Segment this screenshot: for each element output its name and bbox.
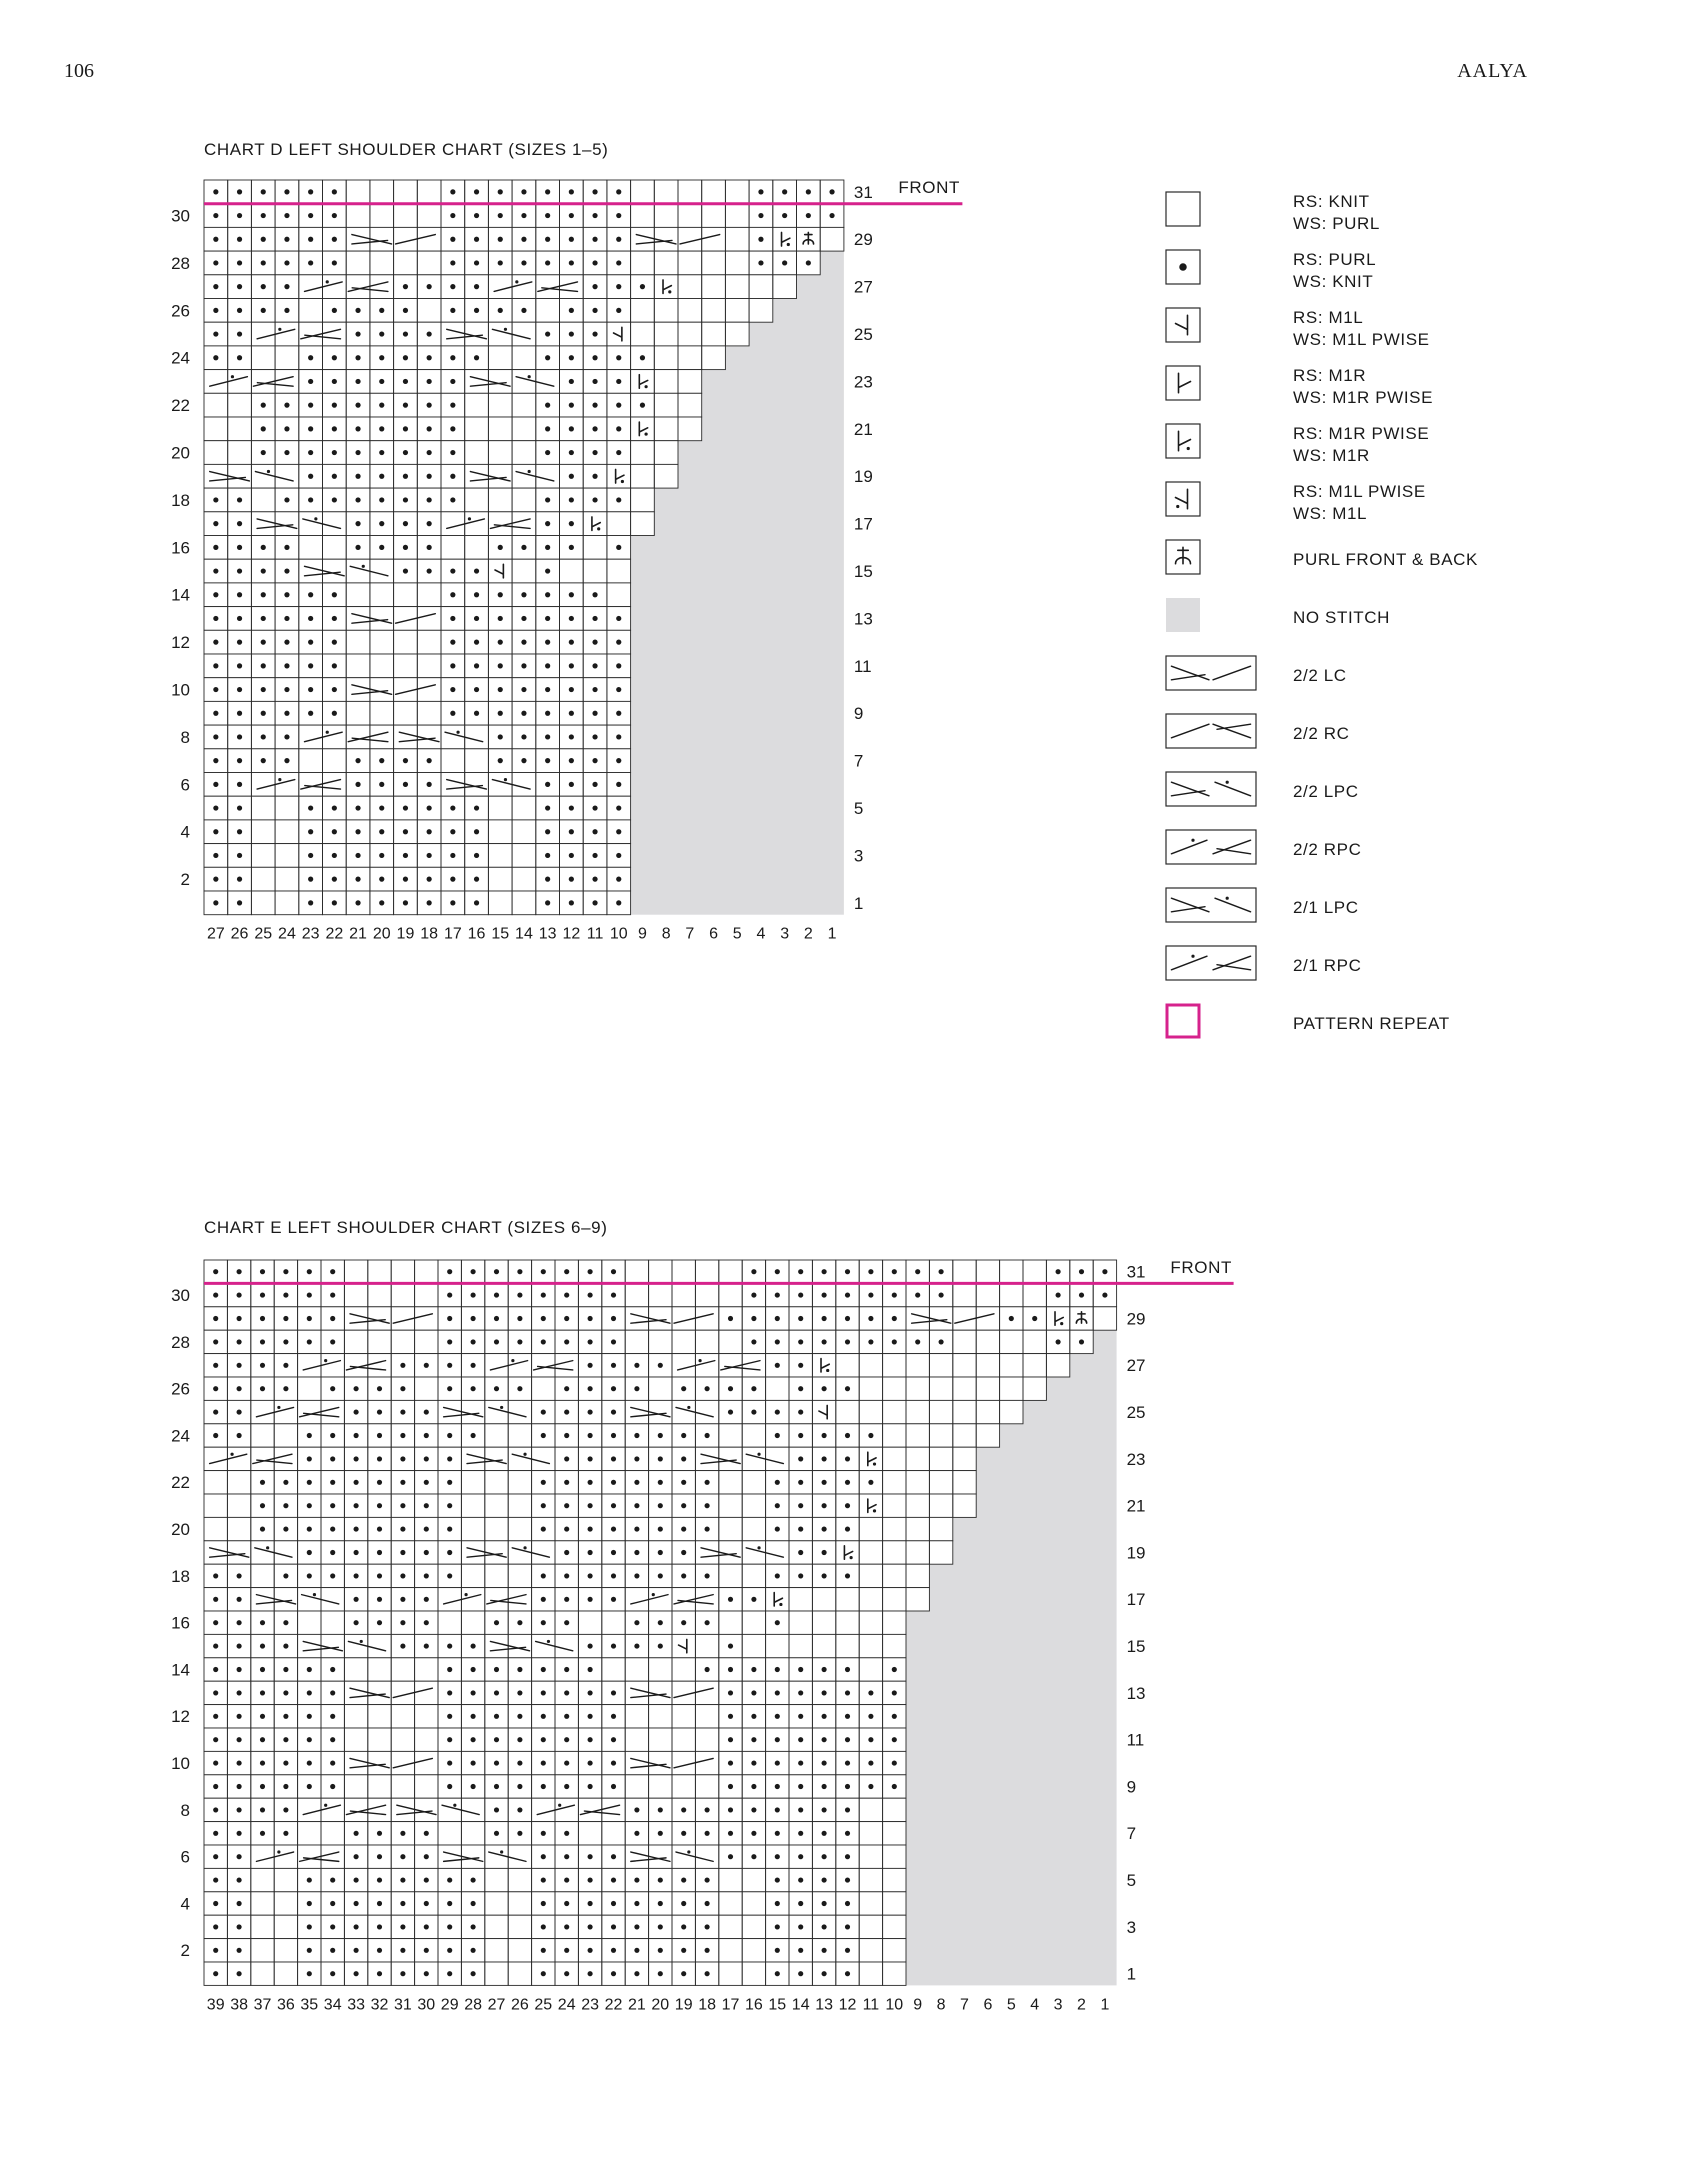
column-label: 26 — [230, 925, 249, 943]
column-label: 17 — [443, 925, 462, 943]
column-label: 13 — [815, 1996, 833, 2014]
row-label: 11 — [853, 656, 872, 676]
row-label: 1 — [853, 893, 864, 913]
row-label: 27 — [853, 277, 873, 297]
legend-label: 2/1 RPC — [1293, 956, 1362, 975]
row-label: 19 — [1126, 1543, 1146, 1563]
chart-row — [204, 1541, 953, 1564]
running-title: AALYA — [1457, 60, 1528, 82]
chart-row — [204, 1400, 1023, 1423]
chart-row — [204, 1705, 906, 1728]
row-label: 28 — [171, 253, 190, 273]
chart-row — [204, 1892, 906, 1915]
lc22-icon — [1165, 655, 1259, 693]
legend-item-rpc22 — [1165, 823, 1645, 881]
chart-row — [204, 583, 631, 607]
row-label: 12 — [171, 633, 190, 653]
column-label: 10 — [609, 925, 628, 943]
chart-row — [204, 607, 631, 631]
column-label: 14 — [515, 925, 533, 943]
chart-row — [204, 227, 844, 251]
chart-row — [204, 1307, 1117, 1330]
row-label: 29 — [1126, 1309, 1146, 1329]
chart-row — [204, 251, 820, 275]
row-label: 3 — [1126, 1917, 1137, 1937]
legend-label: RS: KNIT WS: PURL — [1293, 192, 1380, 233]
chart-row — [204, 891, 631, 915]
row-label: 18 — [171, 490, 190, 510]
row-label: 25 — [1126, 1402, 1146, 1422]
chart-row — [204, 725, 631, 749]
legend-item-lc22 — [1165, 649, 1645, 707]
row-label: 6 — [180, 1847, 190, 1867]
column-label: 35 — [300, 1996, 319, 2014]
legend-label: 2/1 LPC — [1293, 898, 1359, 917]
chart-row — [204, 1564, 929, 1587]
chart-row — [204, 1798, 906, 1821]
chart-row — [204, 1868, 906, 1891]
column-label: 39 — [206, 1996, 225, 2014]
row-label: 27 — [1126, 1356, 1146, 1376]
chart-row — [204, 346, 725, 370]
row-label: 28 — [171, 1332, 190, 1352]
row-label: 9 — [853, 704, 864, 724]
column-label: 7 — [685, 925, 695, 943]
chart-row — [204, 749, 631, 773]
chart-row — [204, 1424, 1000, 1447]
row-label: 17 — [853, 514, 873, 534]
chart-row — [204, 1751, 906, 1774]
column-label: 18 — [420, 925, 439, 943]
column-label: 31 — [394, 1996, 412, 2014]
row-label: 14 — [171, 585, 190, 605]
row-label: 15 — [1126, 1636, 1146, 1656]
row-label: 7 — [853, 751, 864, 771]
chart-row — [204, 512, 654, 536]
column-label: 22 — [604, 1996, 623, 2014]
chart-row — [204, 299, 773, 323]
legend-label: RS: M1L WS: M1L PWISE — [1293, 308, 1430, 349]
lpc22-icon — [1165, 771, 1259, 809]
row-label: 6 — [180, 775, 190, 795]
row-label: 2 — [180, 870, 190, 890]
row-label: 20 — [171, 443, 190, 463]
column-label: 23 — [581, 1996, 599, 2014]
column-label: 1 — [827, 925, 837, 943]
legend-label: NO STITCH — [1293, 608, 1391, 627]
row-background — [204, 275, 797, 299]
column-label: 3 — [780, 925, 790, 943]
chart-row — [204, 1471, 976, 1494]
pattern-repeat-icon — [1165, 1003, 1203, 1041]
row-label: 8 — [180, 1800, 190, 1820]
chart-row — [204, 417, 702, 441]
column-label: 2 — [1077, 1996, 1086, 2014]
chart-row — [204, 1775, 906, 1798]
chart-e-title: CHART E LEFT SHOULDER CHART (SIZES 6–9) — [204, 1218, 608, 1237]
row-label: 13 — [1126, 1683, 1146, 1703]
legend-item-m1r-pwise — [1165, 417, 1645, 475]
chart-row — [204, 654, 631, 678]
purl-icon — [1165, 249, 1203, 287]
row-label: 10 — [171, 1753, 190, 1773]
legend-item-lpc21 — [1165, 881, 1645, 939]
row-label: 21 — [1126, 1496, 1146, 1516]
chart-row — [204, 773, 631, 797]
column-label: 15 — [768, 1996, 787, 2014]
chart-row — [204, 1634, 906, 1657]
row-label: 29 — [853, 230, 873, 250]
column-label: 16 — [745, 1996, 763, 2014]
legend-label: RS: M1L PWISE WS: M1L — [1293, 482, 1426, 523]
chart-d-title: CHART D LEFT SHOULDER CHART (SIZES 1–5) — [204, 140, 609, 159]
chart-row — [204, 559, 631, 583]
column-label: 33 — [347, 1996, 365, 2014]
lpc21-icon — [1165, 887, 1259, 925]
row-label: 12 — [171, 1707, 190, 1727]
legend-item-m1l — [1165, 301, 1645, 359]
row-label: 4 — [180, 1894, 190, 1914]
column-label: 8 — [661, 925, 671, 943]
knit-icon — [1165, 191, 1203, 229]
pfb-icon — [1165, 539, 1203, 577]
legend-label: 2/2 LPC — [1293, 782, 1359, 801]
page-number: 106 — [64, 60, 94, 82]
row-background — [204, 1260, 1117, 1283]
chart-row — [204, 630, 631, 654]
column-label: 36 — [277, 1996, 295, 2014]
row-label: 23 — [853, 372, 873, 392]
row-label: 26 — [171, 1379, 190, 1399]
chart-row — [204, 1588, 929, 1611]
column-label: 24 — [278, 925, 296, 943]
rpc21-icon — [1165, 945, 1259, 983]
column-label: 5 — [1006, 1996, 1016, 2014]
legend-label: PATTERN REPEAT — [1293, 1014, 1450, 1033]
row-label: 16 — [171, 538, 190, 558]
chart-row — [204, 678, 631, 702]
row-label: 18 — [171, 1566, 190, 1586]
column-label: 21 — [628, 1996, 646, 2014]
row-label: 21 — [853, 419, 873, 439]
column-label: 22 — [325, 925, 344, 943]
chart-row — [204, 1915, 906, 1938]
chart-row — [204, 867, 631, 891]
legend-label: 2/2 RPC — [1293, 840, 1362, 859]
column-label: 12 — [562, 925, 581, 943]
column-label: 7 — [960, 1996, 969, 2014]
column-label: 20 — [372, 925, 391, 943]
row-label: 30 — [171, 1285, 190, 1305]
rc22-icon — [1165, 713, 1259, 751]
row-label: 14 — [171, 1660, 190, 1680]
chart-row — [204, 275, 797, 299]
m1r-pwise-icon — [1165, 423, 1203, 461]
chart-row — [204, 464, 678, 488]
column-label: 28 — [464, 1996, 482, 2014]
column-label: 2 — [803, 925, 813, 943]
column-label: 25 — [254, 925, 273, 943]
chart-row — [204, 1962, 906, 1985]
legend-item-m1l-pwise — [1165, 475, 1645, 533]
chart-row — [204, 1845, 906, 1868]
chart-row — [204, 1283, 1117, 1306]
column-label: 27 — [206, 925, 225, 943]
m1r-icon — [1165, 365, 1203, 403]
legend-item-no-stitch — [1165, 591, 1645, 649]
chart-row — [204, 1517, 953, 1540]
row-label: 13 — [853, 609, 873, 629]
row-label: 3 — [853, 846, 864, 866]
legend-label: RS: M1R PWISE WS: M1R — [1293, 424, 1430, 465]
column-label: 27 — [487, 1996, 506, 2014]
column-label: 3 — [1053, 1996, 1063, 2014]
stitch-grid — [204, 1260, 1117, 1985]
m1l-pwise-icon — [1165, 481, 1203, 519]
legend-item-lpc22 — [1165, 765, 1645, 823]
chart-row — [204, 1330, 1093, 1353]
chart-row — [204, 536, 631, 560]
chart-row — [204, 180, 844, 204]
column-label: 1 — [1100, 1996, 1110, 2014]
chart-row — [204, 322, 749, 346]
chart-row — [204, 370, 702, 394]
row-label: 31 — [853, 182, 873, 202]
row-label: 10 — [171, 680, 190, 700]
chart-row — [204, 441, 678, 465]
row-label: 31 — [1126, 1262, 1146, 1282]
chart-row — [204, 1822, 906, 1845]
row-background — [204, 322, 749, 346]
legend-item-purl — [1165, 243, 1645, 301]
column-label: 30 — [417, 1996, 436, 2014]
column-label: 26 — [511, 1996, 529, 2014]
column-label: 29 — [440, 1996, 459, 2014]
chart-d-grid — [0, 0, 1000, 960]
chart-row — [204, 204, 844, 228]
chart-row — [204, 796, 631, 820]
column-label: 11 — [862, 1996, 880, 2014]
legend-item-m1r — [1165, 359, 1645, 417]
row-label: 5 — [853, 798, 864, 818]
chart-row — [204, 701, 631, 725]
legend-item-knit — [1165, 185, 1645, 243]
row-label: 5 — [1126, 1870, 1137, 1890]
row-label: 1 — [1126, 1964, 1137, 1984]
column-label: 13 — [538, 925, 557, 943]
column-label: 4 — [756, 925, 766, 943]
m1l-icon — [1165, 307, 1203, 345]
row-background — [204, 1283, 1117, 1306]
legend-item-pattern-repeat — [1165, 997, 1645, 1055]
column-label: 20 — [651, 1996, 670, 2014]
column-label: 32 — [370, 1996, 389, 2014]
legend-item-rpc21 — [1165, 939, 1645, 997]
chart-row — [204, 488, 654, 512]
chart-row — [204, 1939, 906, 1962]
column-label: 34 — [323, 1996, 342, 2014]
row-label: 20 — [171, 1519, 190, 1539]
row-label: 2 — [180, 1941, 190, 1961]
column-label: 5 — [732, 925, 742, 943]
row-label: 17 — [1126, 1590, 1146, 1610]
row-label: 23 — [1126, 1449, 1146, 1469]
column-label: 6 — [983, 1996, 993, 2014]
row-label: 16 — [171, 1613, 190, 1633]
column-label: 23 — [301, 925, 320, 943]
chart-row — [204, 1611, 906, 1634]
row-label: 7 — [1126, 1824, 1137, 1844]
chart-row — [204, 1681, 906, 1704]
legend-label: RS: PURL WS: KNIT — [1293, 250, 1377, 291]
chart-row — [204, 1354, 1070, 1377]
legend-label: PURL FRONT & BACK — [1293, 550, 1478, 569]
chart-e-grid — [0, 1240, 1300, 2040]
column-label: 11 — [586, 925, 604, 943]
column-label: 17 — [721, 1996, 740, 2014]
column-label: 19 — [396, 925, 415, 943]
column-label: 12 — [838, 1996, 857, 2014]
chart-row — [204, 844, 631, 868]
column-label: 38 — [230, 1996, 248, 2014]
column-label: 16 — [467, 925, 486, 943]
column-label: 25 — [534, 1996, 553, 2014]
column-label: 8 — [936, 1996, 946, 2014]
column-label: 15 — [491, 925, 510, 943]
row-label: 30 — [171, 206, 190, 226]
front-label: FRONT — [1170, 1257, 1232, 1277]
rpc22-icon — [1165, 829, 1259, 867]
front-label: FRONT — [898, 178, 960, 198]
column-label: 9 — [637, 925, 647, 943]
chart-row — [204, 820, 631, 844]
column-label: 9 — [913, 1996, 923, 2014]
row-label: 26 — [171, 301, 190, 321]
row-label: 22 — [171, 1473, 190, 1493]
chart-key — [1165, 185, 1645, 1055]
chart-row — [204, 1260, 1117, 1283]
legend-label: 2/2 RC — [1293, 724, 1350, 743]
row-label: 24 — [171, 348, 190, 368]
row-label: 25 — [853, 324, 873, 344]
chart-row — [204, 1447, 976, 1470]
row-label: 24 — [171, 1426, 190, 1446]
row-label: 19 — [853, 467, 873, 487]
legend-label: 2/2 LC — [1293, 666, 1347, 685]
stitch-grid — [204, 180, 844, 915]
row-label: 11 — [1126, 1730, 1145, 1750]
column-label: 24 — [557, 1996, 576, 2014]
column-label: 14 — [791, 1996, 810, 2014]
chart-row — [204, 1728, 906, 1751]
legend-item-pfb — [1165, 533, 1645, 591]
column-label: 37 — [253, 1996, 272, 2014]
chart-row — [204, 1658, 906, 1681]
row-label: 22 — [171, 396, 190, 416]
row-label: 15 — [853, 561, 873, 581]
chart-row — [204, 1377, 1046, 1400]
legend-label: RS: M1R WS: M1R PWISE — [1293, 366, 1434, 407]
column-label: 6 — [709, 925, 719, 943]
column-label: 18 — [698, 1996, 716, 2014]
no-stitch-icon — [1165, 597, 1203, 635]
column-label: 4 — [1030, 1996, 1040, 2014]
row-label: 9 — [1126, 1777, 1137, 1797]
row-label: 8 — [180, 727, 190, 747]
row-label: 4 — [180, 822, 190, 842]
column-label: 21 — [349, 925, 367, 943]
legend-item-rc22 — [1165, 707, 1645, 765]
column-label: 10 — [885, 1996, 904, 2014]
chart-row — [204, 393, 702, 417]
column-label: 19 — [674, 1996, 693, 2014]
chart-row — [204, 1494, 976, 1517]
row-background — [204, 1307, 1117, 1330]
